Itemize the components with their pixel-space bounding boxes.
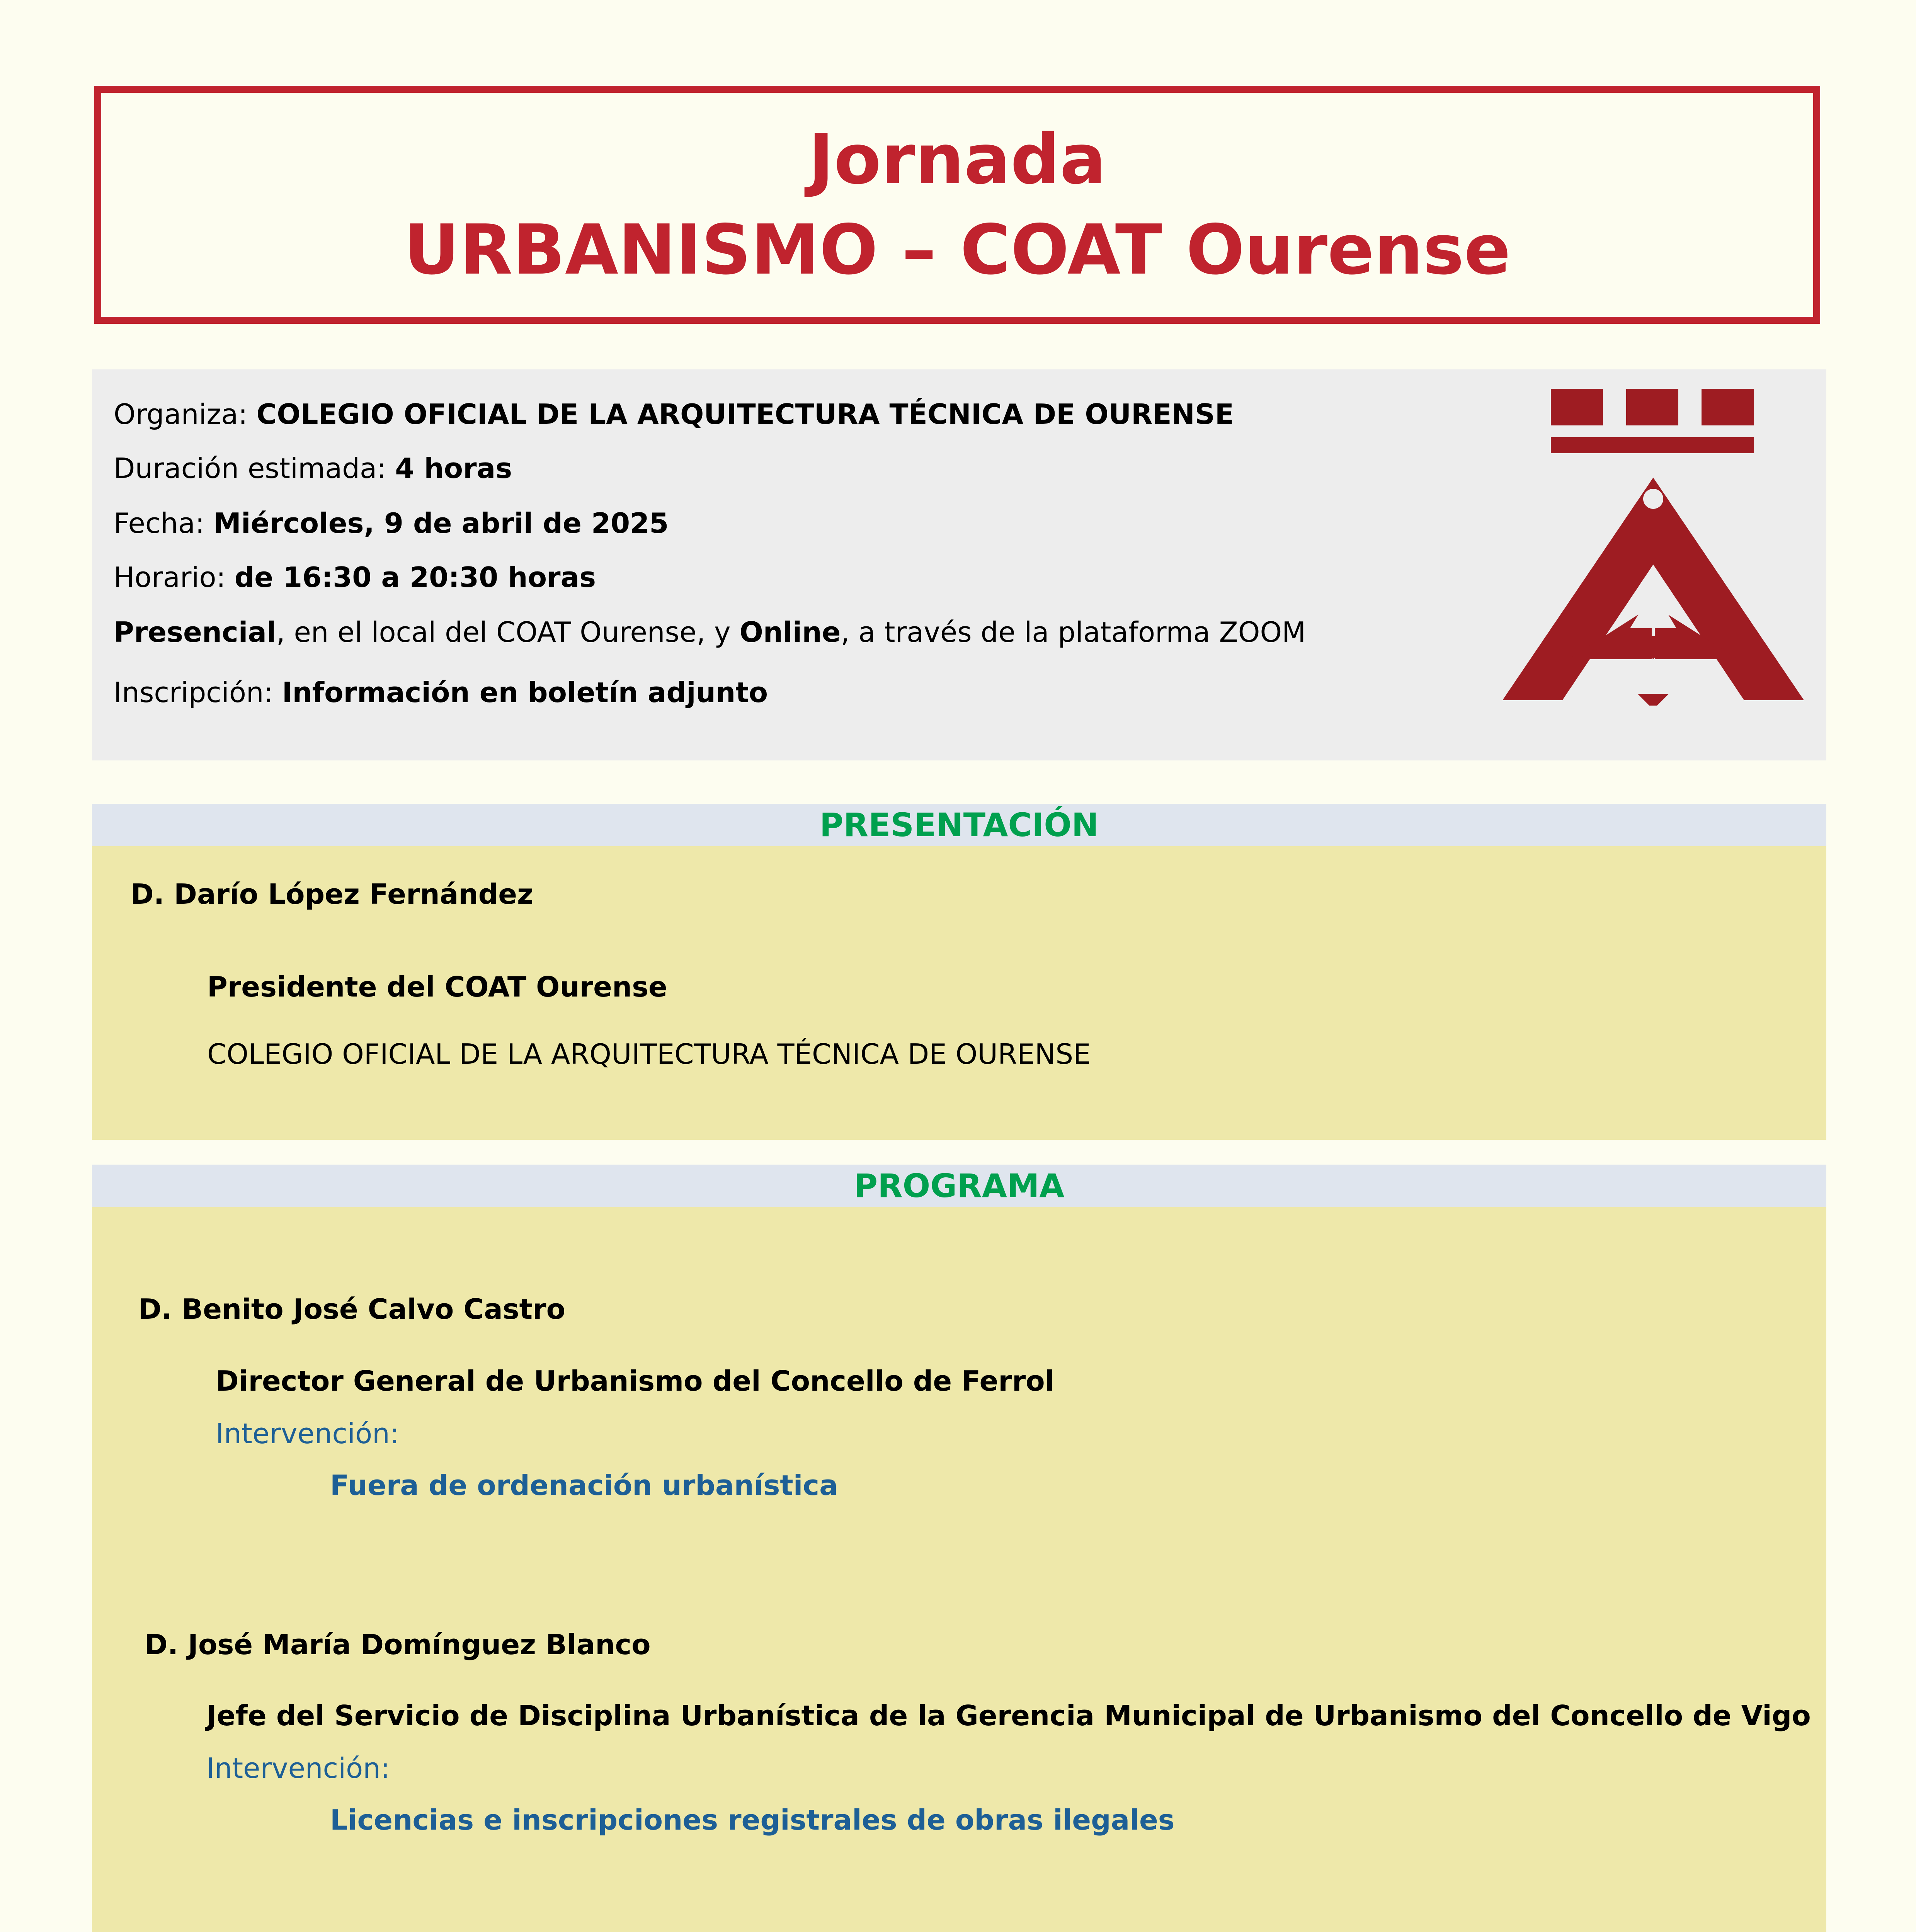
programa-header: PROGRAMA <box>92 1165 1826 1207</box>
modalidad-end: , a través de la plataforma ZOOM <box>841 616 1306 648</box>
fecha-label: Fecha: <box>114 507 214 539</box>
organiza-line <box>114 400 1234 428</box>
duracion-value: 4 horas <box>395 452 512 485</box>
fecha-value: Miércoles, 9 de abril de 2025 <box>213 507 669 539</box>
speaker-name: D. Benito José Calvo Castro <box>138 1293 566 1325</box>
title-jornada: Jornada <box>808 119 1106 199</box>
speaker-role: Director General de Urbanismo del Concello de Ferrol <box>216 1365 1055 1397</box>
inscripcion-line <box>114 676 768 709</box>
presentacion-name: D. Darío López Fernández <box>131 878 533 910</box>
coat-ourense-logo-icon <box>1499 389 1808 706</box>
duracion-label: Duración estimada: <box>114 452 395 485</box>
presentacion-body <box>92 846 1826 1140</box>
title-urbanismo: URBANISMO – COAT Ourense <box>403 210 1511 290</box>
duracion-line <box>114 452 512 485</box>
modalidad-line <box>114 618 1306 646</box>
inscripcion-value: Información en boletín adjunto <box>282 676 768 709</box>
presentacion-header: PRESENTACIÓN <box>92 804 1826 846</box>
intervention-title: Licencias e inscripciones registrales de obras ilegales <box>330 1804 1175 1836</box>
horario-line <box>114 561 596 594</box>
intervention-title: Fuera de ordenación urbanística <box>330 1469 838 1502</box>
title-box <box>94 86 1820 324</box>
presentacion-org: COLEGIO OFICIAL DE LA ARQUITECTURA TÉCNICA DE OURENSE <box>207 1038 1091 1070</box>
fecha-line <box>114 509 669 537</box>
intervention-label: Intervención: <box>206 1752 390 1784</box>
programa-body <box>92 1207 1826 1932</box>
horario-value: de 16:30 a 20:30 horas <box>234 561 596 594</box>
speaker-role: Jefe del Servicio de Disciplina Urbanística de la Gerencia Municipal de Urbanismo del Concello de Vigo <box>206 1699 1811 1732</box>
horario-label: Horario: <box>114 561 235 594</box>
organiza-label: Organiza: <box>114 398 257 430</box>
modalidad-mid: , en el local del COAT Ourense, y <box>276 616 740 648</box>
modalidad-presencial: Presencial <box>114 616 276 648</box>
intervention-label: Intervención: <box>216 1417 400 1450</box>
modalidad-online: Online <box>739 616 841 648</box>
inscripcion-label: Inscripción: <box>114 676 282 709</box>
organiza-value: COLEGIO OFICIAL DE LA ARQUITECTURA TÉCNICA DE OURENSE <box>256 398 1234 430</box>
presentacion-role: Presidente del COAT Ourense <box>207 971 667 1003</box>
info-panel <box>92 369 1826 760</box>
speaker-name: D. José María Domínguez Blanco <box>145 1628 651 1661</box>
